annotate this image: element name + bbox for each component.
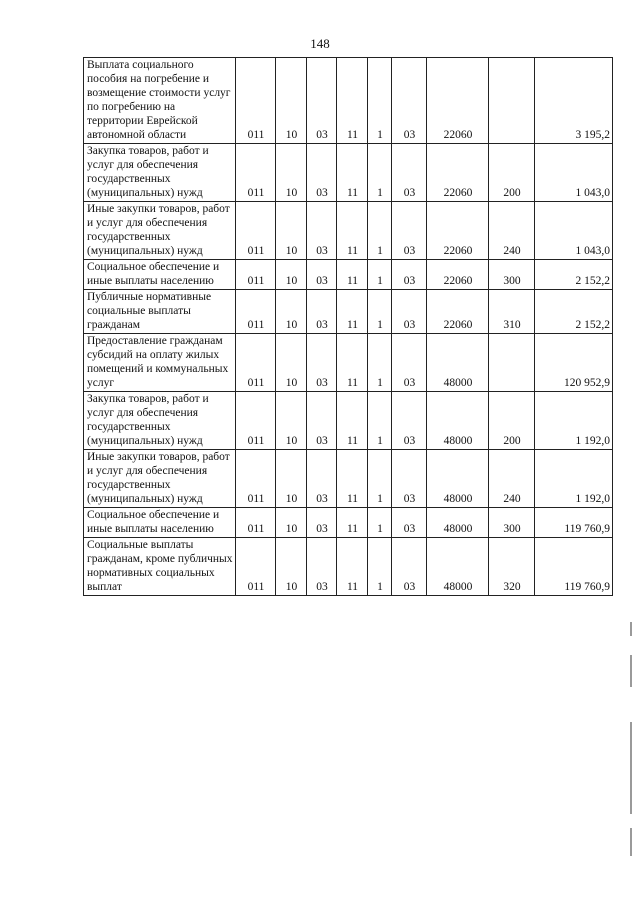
amount-cell: 2 152,2 [535, 260, 613, 290]
table-row [84, 392, 613, 450]
subsection-cell: 03 [307, 144, 337, 202]
subprogram-cell: 1 [368, 450, 392, 508]
expense-type-cell: 240 [489, 450, 535, 508]
section-cell: 10 [276, 538, 307, 596]
admin-code-cell: 011 [236, 334, 276, 392]
subprogram-cell: 1 [368, 144, 392, 202]
table-row [84, 450, 613, 508]
section-cell: 10 [276, 334, 307, 392]
article-cell: 48000 [427, 538, 489, 596]
subprogram-cell: 1 [368, 538, 392, 596]
scan-edge-mark [630, 722, 632, 814]
table-row [84, 202, 613, 260]
item-name-cell: Социальные выплаты гражданам, кроме публичных нормативных социальных выплат [84, 538, 236, 596]
admin-code-cell: 011 [236, 260, 276, 290]
amount-cell: 119 760,9 [535, 538, 613, 596]
article-cell: 48000 [427, 334, 489, 392]
item-name-cell: Иные закупки товаров, работ и услуг для обеспечения государственных (муниципальных) нужд [84, 202, 236, 260]
scan-edge-mark [630, 655, 632, 687]
article-cell: 22060 [427, 202, 489, 260]
admin-code-cell: 011 [236, 392, 276, 450]
budget-table [83, 57, 613, 596]
expense-type-cell: 320 [489, 538, 535, 596]
section-cell: 10 [276, 508, 307, 538]
article-cell: 48000 [427, 508, 489, 538]
subsection-cell: 03 [307, 508, 337, 538]
amount-cell: 120 952,9 [535, 334, 613, 392]
subsection-cell: 03 [307, 538, 337, 596]
article-cell: 22060 [427, 144, 489, 202]
admin-code-cell: 011 [236, 508, 276, 538]
program-cell: 11 [337, 538, 368, 596]
table-row [84, 144, 613, 202]
section-cell: 10 [276, 58, 307, 144]
item-name-cell: Закупка товаров, работ и услуг для обеспечения государственных (муниципальных) нужд [84, 144, 236, 202]
item-name-cell: Иные закупки товаров, работ и услуг для обеспечения государственных (муниципальных) нужд [84, 450, 236, 508]
admin-code-cell: 011 [236, 538, 276, 596]
program-cell: 11 [337, 290, 368, 334]
article-cell: 48000 [427, 392, 489, 450]
amount-cell: 3 195,2 [535, 58, 613, 144]
subprogram-cell: 1 [368, 508, 392, 538]
section-cell: 10 [276, 450, 307, 508]
section-cell: 10 [276, 392, 307, 450]
expense-type-cell: 300 [489, 260, 535, 290]
amount-cell: 1 043,0 [535, 144, 613, 202]
program-cell: 11 [337, 450, 368, 508]
table-row [84, 334, 613, 392]
item-name-cell: Предоставление гражданам субсидий на оплату жилых помещений и коммунальных услуг [84, 334, 236, 392]
program-cell: 11 [337, 334, 368, 392]
subprogram-cell: 1 [368, 392, 392, 450]
amount-cell: 1 192,0 [535, 392, 613, 450]
subsection-cell: 03 [307, 260, 337, 290]
group-cell: 03 [392, 508, 427, 538]
group-cell: 03 [392, 202, 427, 260]
amount-cell: 2 152,2 [535, 290, 613, 334]
admin-code-cell: 011 [236, 144, 276, 202]
expense-type-cell: 300 [489, 508, 535, 538]
article-cell: 22060 [427, 58, 489, 144]
amount-cell: 1 043,0 [535, 202, 613, 260]
section-cell: 10 [276, 260, 307, 290]
table-row [84, 58, 613, 144]
budget-table-body [84, 58, 613, 596]
expense-type-cell: 240 [489, 202, 535, 260]
subsection-cell: 03 [307, 392, 337, 450]
subsection-cell: 03 [307, 450, 337, 508]
program-cell: 11 [337, 58, 368, 144]
expense-type-cell: 310 [489, 290, 535, 334]
group-cell: 03 [392, 58, 427, 144]
table-row [84, 260, 613, 290]
item-name-cell: Публичные нормативные социальные выплаты гражданам [84, 290, 236, 334]
expense-type-cell: 200 [489, 392, 535, 450]
group-cell: 03 [392, 260, 427, 290]
admin-code-cell: 011 [236, 58, 276, 144]
admin-code-cell: 011 [236, 202, 276, 260]
group-cell: 03 [392, 144, 427, 202]
section-cell: 10 [276, 144, 307, 202]
article-cell: 22060 [427, 290, 489, 334]
table-row [84, 538, 613, 596]
group-cell: 03 [392, 334, 427, 392]
expense-type-cell [489, 334, 535, 392]
page-number: 148 [310, 36, 330, 51]
subsection-cell: 03 [307, 58, 337, 144]
table-row [84, 290, 613, 334]
admin-code-cell: 011 [236, 450, 276, 508]
group-cell: 03 [392, 290, 427, 334]
subprogram-cell: 1 [368, 58, 392, 144]
item-name-cell: Социальное обеспечение и иные выплаты населению [84, 260, 236, 290]
subprogram-cell: 1 [368, 202, 392, 260]
section-cell: 10 [276, 202, 307, 260]
scan-edge-mark [630, 828, 632, 856]
subprogram-cell: 1 [368, 334, 392, 392]
program-cell: 11 [337, 508, 368, 538]
item-name-cell: Закупка товаров, работ и услуг для обеспечения государственных (муниципальных) нужд [84, 392, 236, 450]
table-row [84, 508, 613, 538]
program-cell: 11 [337, 202, 368, 260]
item-name-cell: Выплата социального пособия на погребение и возмещение стоимости услуг по погребению на территории Еврейской автономной области [84, 58, 236, 144]
program-cell: 11 [337, 144, 368, 202]
article-cell: 48000 [427, 450, 489, 508]
program-cell: 11 [337, 260, 368, 290]
group-cell: 03 [392, 450, 427, 508]
item-name-cell: Социальное обеспечение и иные выплаты населению [84, 508, 236, 538]
group-cell: 03 [392, 392, 427, 450]
scan-edge-mark [630, 622, 632, 636]
amount-cell: 1 192,0 [535, 450, 613, 508]
subprogram-cell: 1 [368, 260, 392, 290]
subsection-cell: 03 [307, 202, 337, 260]
admin-code-cell: 011 [236, 290, 276, 334]
subprogram-cell: 1 [368, 290, 392, 334]
group-cell: 03 [392, 538, 427, 596]
expense-type-cell [489, 58, 535, 144]
expense-type-cell: 200 [489, 144, 535, 202]
subsection-cell: 03 [307, 290, 337, 334]
program-cell: 11 [337, 392, 368, 450]
section-cell: 10 [276, 290, 307, 334]
article-cell: 22060 [427, 260, 489, 290]
amount-cell: 119 760,9 [535, 508, 613, 538]
subsection-cell: 03 [307, 334, 337, 392]
